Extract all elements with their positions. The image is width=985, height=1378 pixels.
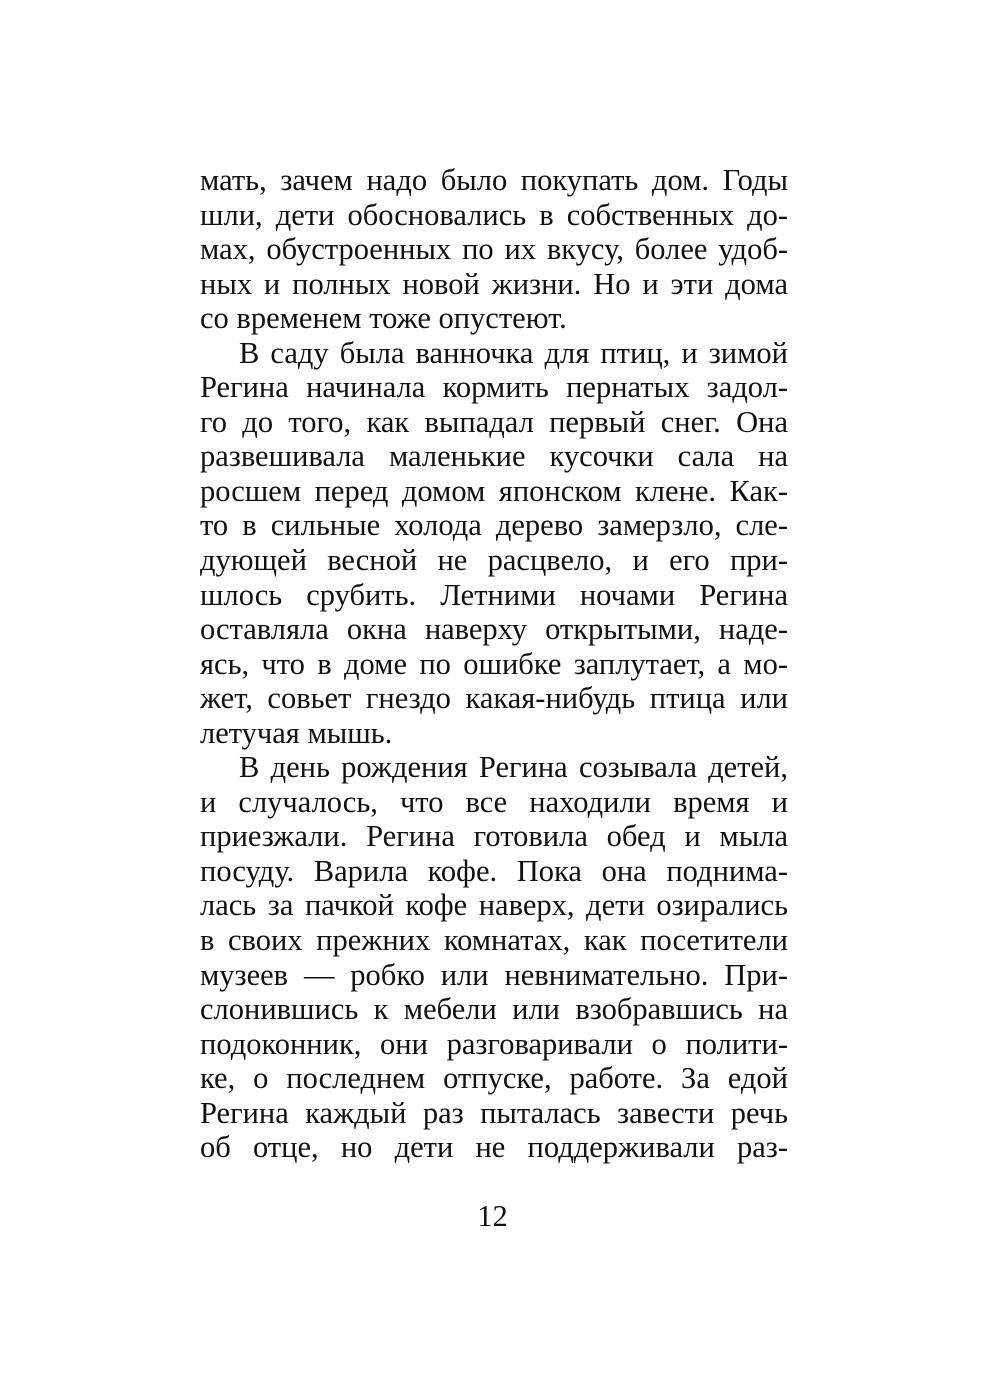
text-line: приезжали. Регина готовила обед и мыла (200, 819, 788, 854)
text-line: ке, о последнем отпуске, работе. За едой (200, 1061, 788, 1096)
text-line: ных и полных новой жизни. Но и эти дома (200, 266, 788, 301)
text-line: слонившись к мебели или взобравшись на (200, 992, 788, 1027)
text-line: в своих прежних комнатах, как посетители (200, 923, 788, 958)
text-line: дующей весной не расцвело, и его при- (200, 543, 788, 578)
text-line: об отце, но дети не поддерживали раз- (200, 1130, 788, 1165)
text-line: В день рождения Регина созывала детей, (239, 750, 788, 785)
body-text (200, 163, 788, 1165)
text-line: Регина каждый раз пыталась завести речь (200, 1095, 788, 1130)
text-line: мах, обустроенных по их вкусу, более удоб- (200, 232, 788, 267)
text-line: посуду. Варила кофе. Пока она поднима- (200, 853, 788, 888)
text-line: летучая мышь. (200, 715, 393, 750)
text-line: Регина начинала кормить пернатых задол- (200, 370, 788, 405)
text-line: шлось срубить. Летними ночами Регина (200, 577, 788, 612)
text-line: развешивала маленькие кусочки сала на (200, 439, 788, 474)
text-line: музеев — робко или невнимательно. При- (200, 957, 788, 992)
text-line: росшем перед домом японском клене. Как- (200, 473, 788, 508)
text-line: мать, зачем надо было покупать дом. Годы (200, 163, 788, 197)
text-line: лась за пачкой кофе наверх, дети озирались (200, 888, 788, 923)
text-line: В саду была ванночка для птиц, и зимой (239, 335, 788, 370)
text-line: ясь, что в доме по ошибке заплутает, а мо- (200, 646, 788, 681)
text-line: и случалось, что все находили время и (200, 784, 788, 819)
text-line: оставляла окна наверху открытыми, наде- (200, 612, 788, 647)
text-line: го до того, как выпадал первый снег. Она (200, 404, 788, 439)
text-line: шли, дети обосновались в собственных до- (200, 197, 788, 232)
text-line: то в сильные холода дерево замерзло, сле- (200, 508, 788, 543)
text-line: подоконник, они разговаривали о полити- (200, 1026, 788, 1061)
page-number: 12 (477, 1199, 508, 1233)
text-line: со временем тоже опустеют. (200, 301, 567, 336)
text-line: жет, совьет гнездо какая-нибудь птица или (200, 681, 788, 716)
